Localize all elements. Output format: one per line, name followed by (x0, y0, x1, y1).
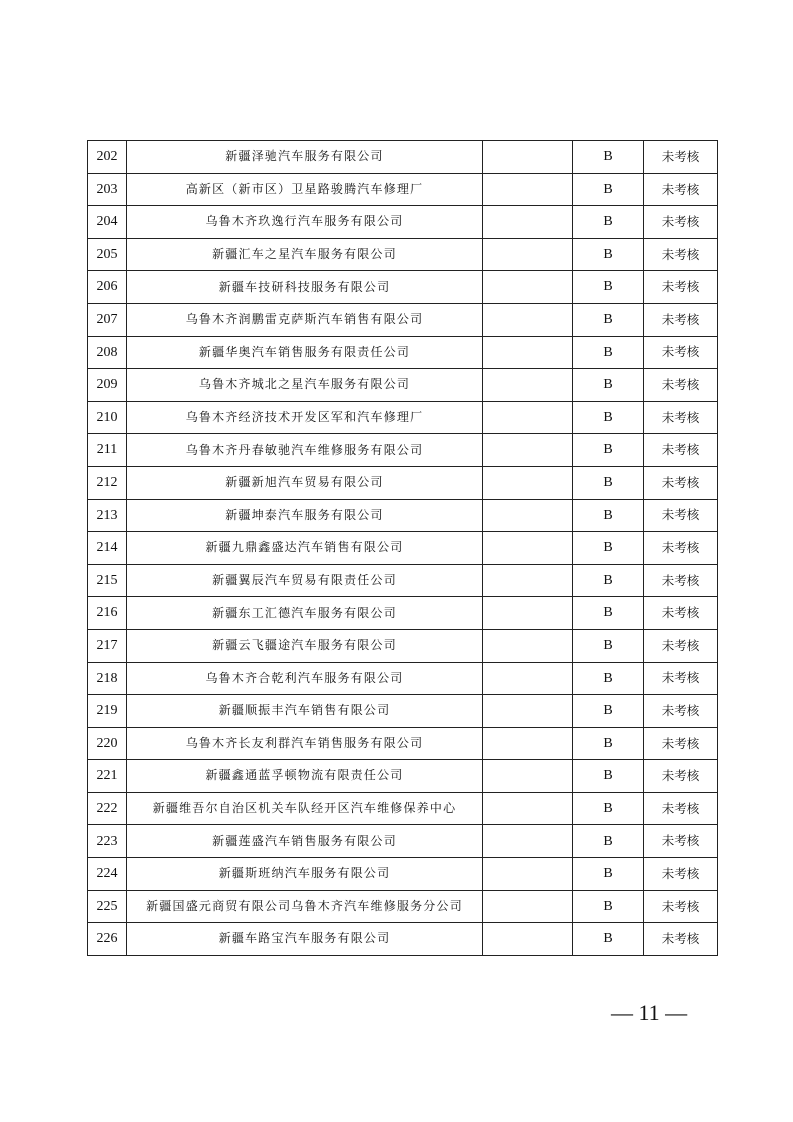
table-row (88, 238, 718, 271)
company-name-cell: 新疆车路宝汽车服务有限公司 (127, 923, 483, 956)
row-number-cell: 211 (88, 434, 127, 467)
grade-cell: B (573, 695, 644, 728)
row-number-cell: 225 (88, 890, 127, 923)
table-row (88, 336, 718, 369)
table-row (88, 727, 718, 760)
status-cell: 未考核 (644, 564, 718, 597)
row-number-cell: 222 (88, 792, 127, 825)
grade-cell: B (573, 466, 644, 499)
empty-cell (483, 271, 573, 304)
grade-cell: B (573, 303, 644, 336)
empty-cell (483, 695, 573, 728)
table-row (88, 466, 718, 499)
grade-cell: B (573, 369, 644, 402)
empty-cell (483, 825, 573, 858)
table-row (88, 141, 718, 174)
page-number: — 11 — (611, 1000, 688, 1025)
row-number-cell: 210 (88, 401, 127, 434)
status-cell: 未考核 (644, 238, 718, 271)
empty-cell (483, 499, 573, 532)
company-name-cell: 新疆国盛元商贸有限公司乌鲁木齐汽车维修服务分公司 (127, 890, 483, 923)
empty-cell (483, 760, 573, 793)
company-name-cell: 新疆新旭汽车贸易有限公司 (127, 466, 483, 499)
row-number-cell: 214 (88, 532, 127, 565)
grade-cell: B (573, 597, 644, 630)
empty-cell (483, 141, 573, 174)
company-name-cell: 乌鲁木齐经济技术开发区军和汽车修理厂 (127, 401, 483, 434)
empty-cell (483, 466, 573, 499)
row-number-cell: 205 (88, 238, 127, 271)
empty-cell (483, 369, 573, 402)
table-row (88, 923, 718, 956)
status-cell: 未考核 (644, 629, 718, 662)
table-row (88, 434, 718, 467)
status-cell: 未考核 (644, 727, 718, 760)
table-row (88, 401, 718, 434)
empty-cell (483, 727, 573, 760)
company-name-cell: 新疆斯班纳汽车服务有限公司 (127, 858, 483, 891)
company-name-cell: 新疆华奥汽车销售服务有限责任公司 (127, 336, 483, 369)
row-number-cell: 203 (88, 173, 127, 206)
company-name-cell: 新疆维吾尔自治区机关车队经开区汽车维修保养中心 (127, 792, 483, 825)
row-number-cell: 212 (88, 466, 127, 499)
company-name-cell: 新疆九鼎鑫盛达汽车销售有限公司 (127, 532, 483, 565)
table-row (88, 532, 718, 565)
status-cell: 未考核 (644, 466, 718, 499)
company-name-cell: 新疆翼辰汽车贸易有限责任公司 (127, 564, 483, 597)
company-name-cell: 新疆泽驰汽车服务有限公司 (127, 141, 483, 174)
table-row (88, 792, 718, 825)
company-table (87, 140, 718, 956)
grade-cell: B (573, 923, 644, 956)
table-row (88, 695, 718, 728)
grade-cell: B (573, 173, 644, 206)
table-row (88, 890, 718, 923)
row-number-cell: 226 (88, 923, 127, 956)
empty-cell (483, 401, 573, 434)
table-row (88, 858, 718, 891)
grade-cell: B (573, 141, 644, 174)
row-number-cell: 223 (88, 825, 127, 858)
row-number-cell: 208 (88, 336, 127, 369)
grade-cell: B (573, 336, 644, 369)
row-number-cell: 204 (88, 206, 127, 239)
empty-cell (483, 532, 573, 565)
company-name-cell: 乌鲁木齐丹春敏驰汽车维修服务有限公司 (127, 434, 483, 467)
table-row (88, 662, 718, 695)
table-row (88, 303, 718, 336)
table-row (88, 173, 718, 206)
grade-cell: B (573, 532, 644, 565)
status-cell: 未考核 (644, 792, 718, 825)
table-row (88, 564, 718, 597)
company-name-cell: 乌鲁木齐润鹏雷克萨斯汽车销售有限公司 (127, 303, 483, 336)
status-cell: 未考核 (644, 532, 718, 565)
row-number-cell: 213 (88, 499, 127, 532)
company-name-cell: 新疆汇车之星汽车服务有限公司 (127, 238, 483, 271)
row-number-cell: 209 (88, 369, 127, 402)
status-cell: 未考核 (644, 141, 718, 174)
table-row (88, 825, 718, 858)
status-cell: 未考核 (644, 499, 718, 532)
status-cell: 未考核 (644, 303, 718, 336)
status-cell: 未考核 (644, 401, 718, 434)
row-number-cell: 221 (88, 760, 127, 793)
table-row (88, 206, 718, 239)
empty-cell (483, 923, 573, 956)
row-number-cell: 216 (88, 597, 127, 630)
company-name-cell: 新疆鑫通蓝孚顿物流有限责任公司 (127, 760, 483, 793)
empty-cell (483, 434, 573, 467)
row-number-cell: 224 (88, 858, 127, 891)
grade-cell: B (573, 662, 644, 695)
row-number-cell: 206 (88, 271, 127, 304)
status-cell: 未考核 (644, 695, 718, 728)
company-name-cell: 新疆顺振丰汽车销售有限公司 (127, 695, 483, 728)
empty-cell (483, 238, 573, 271)
table-row (88, 597, 718, 630)
row-number-cell: 218 (88, 662, 127, 695)
empty-cell (483, 564, 573, 597)
empty-cell (483, 890, 573, 923)
row-number-cell: 220 (88, 727, 127, 760)
status-cell: 未考核 (644, 434, 718, 467)
empty-cell (483, 629, 573, 662)
company-name-cell: 乌鲁木齐城北之星汽车服务有限公司 (127, 369, 483, 402)
grade-cell: B (573, 206, 644, 239)
status-cell: 未考核 (644, 336, 718, 369)
table-row (88, 629, 718, 662)
status-cell: 未考核 (644, 825, 718, 858)
status-cell: 未考核 (644, 206, 718, 239)
status-cell: 未考核 (644, 662, 718, 695)
empty-cell (483, 597, 573, 630)
row-number-cell: 215 (88, 564, 127, 597)
company-name-cell: 乌鲁木齐玖逸行汽车服务有限公司 (127, 206, 483, 239)
table-body (88, 141, 718, 956)
company-name-cell: 新疆莲盛汽车销售服务有限公司 (127, 825, 483, 858)
status-cell: 未考核 (644, 369, 718, 402)
empty-cell (483, 336, 573, 369)
row-number-cell: 217 (88, 629, 127, 662)
company-name-cell: 乌鲁木齐长友利群汽车销售服务有限公司 (127, 727, 483, 760)
status-cell: 未考核 (644, 923, 718, 956)
status-cell: 未考核 (644, 173, 718, 206)
status-cell: 未考核 (644, 597, 718, 630)
company-name-cell: 新疆车技研科技服务有限公司 (127, 271, 483, 304)
status-cell: 未考核 (644, 890, 718, 923)
grade-cell: B (573, 760, 644, 793)
grade-cell: B (573, 858, 644, 891)
empty-cell (483, 792, 573, 825)
company-name-cell: 新疆东工汇德汽车服务有限公司 (127, 597, 483, 630)
status-cell: 未考核 (644, 271, 718, 304)
grade-cell: B (573, 238, 644, 271)
empty-cell (483, 303, 573, 336)
company-name-cell: 新疆云飞疆途汽车服务有限公司 (127, 629, 483, 662)
empty-cell (483, 206, 573, 239)
table-row (88, 271, 718, 304)
grade-cell: B (573, 434, 644, 467)
row-number-cell: 207 (88, 303, 127, 336)
row-number-cell: 202 (88, 141, 127, 174)
grade-cell: B (573, 401, 644, 434)
grade-cell: B (573, 499, 644, 532)
row-number-cell: 219 (88, 695, 127, 728)
company-name-cell: 高新区（新市区）卫星路骏腾汽车修理厂 (127, 173, 483, 206)
grade-cell: B (573, 792, 644, 825)
empty-cell (483, 173, 573, 206)
status-cell: 未考核 (644, 858, 718, 891)
grade-cell: B (573, 629, 644, 662)
grade-cell: B (573, 825, 644, 858)
table-row (88, 760, 718, 793)
company-name-cell: 新疆坤泰汽车服务有限公司 (127, 499, 483, 532)
grade-cell: B (573, 564, 644, 597)
table-row (88, 369, 718, 402)
table-row (88, 499, 718, 532)
company-name-cell: 乌鲁木齐合乾利汽车服务有限公司 (127, 662, 483, 695)
grade-cell: B (573, 271, 644, 304)
grade-cell: B (573, 890, 644, 923)
status-cell: 未考核 (644, 760, 718, 793)
empty-cell (483, 662, 573, 695)
grade-cell: B (573, 727, 644, 760)
empty-cell (483, 858, 573, 891)
